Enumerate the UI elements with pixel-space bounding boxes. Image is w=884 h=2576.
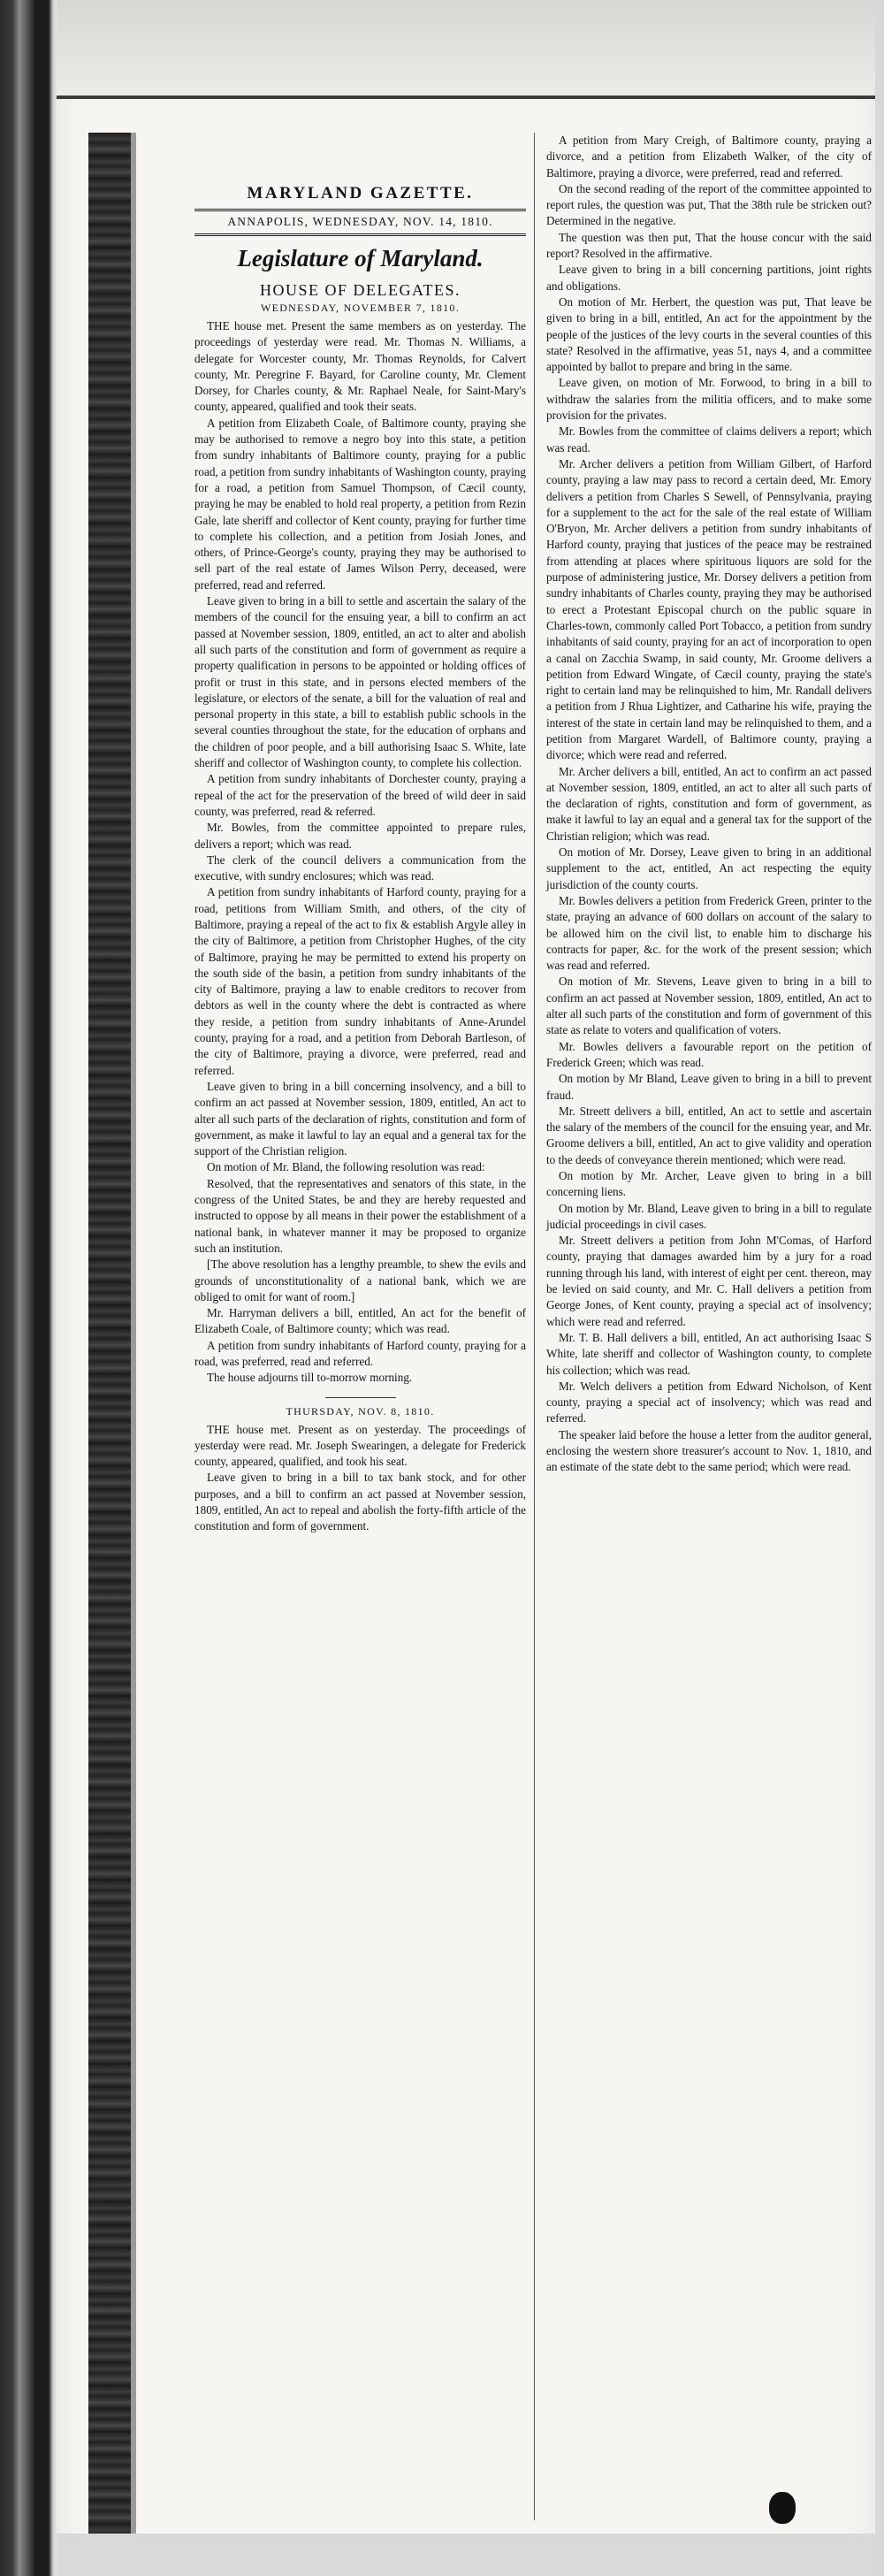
day-heading-2: THURSDAY, NOV. 8, 1810.	[286, 1404, 435, 1418]
column-right	[546, 133, 872, 1476]
masthead: MARYLAND GAZETTE.	[247, 184, 474, 203]
paragraph: Mr. Harryman delivers a bill, entitled, An act for the benefit of Elizabeth Coale, of Baltimore county; which was read.	[194, 1306, 526, 1336]
paragraph: Mr. Bowles delivers a favourable report on the petition of Frederick Green; which was read.	[546, 1039, 872, 1069]
paragraph: Mr. Streett delivers a petition from John M'Comas, of Harford county, praying that damages awarded him by a jury for a road running through his land, with interest of eight per cent. thereon, may be levied on said county, and Mr. C. Hall delivers a petition from George Jones, of Kent county, praying a special act of insolvency; which were read and referred.	[546, 1234, 872, 1328]
paragraph: On motion by Mr. Archer, Leave given to bring in a bill concerning liens.	[546, 1169, 872, 1199]
paragraph: [The above resolution has a lengthy preamble, to shew the evils and grounds of unconstitutionality of a national bank, which we are obliged to omit for want of room.]	[194, 1257, 526, 1303]
paragraph: The question was then put, That the house concur with the said report? Resolved in the affirmative.	[546, 230, 872, 261]
paragraph: Leave given to bring in a bill concerning insolvency, and a bill to confirm an act passed at November session, 1809, entitled, An act to alter all such parts of the declaration of rights, constitution and form of government, as make it lawful to lay an equal and a general tax for the support of the Christian religion.	[194, 1079, 526, 1158]
bottom-edge	[57, 2534, 875, 2576]
paragraph: Leave given to bring in a bill to settle and ascertain the salary of the members of the council for the ensuing year, a bill to confirm an act passed at November session, 1809, entitled, an act to alter and abolish all such parts of the constitution and form of government as require a property qualification in persons to be appointed or holding offices of profit or trust in this state, and in persons elected members of the legislature, or electors of the senate, a bill for the valuation of real and personal property in this state, a bill to establish public schools in the several counties throughout the state, for the education of orphans and the children of poor people, and a bill authorising Isaac S. White, late sheriff and collector of Washington county, to complete his collection.	[194, 594, 526, 770]
paragraph: The clerk of the council delivers a communication from the executive, with sundry enclosures; which was read.	[194, 852, 526, 883]
paragraph: Mr. Bowles, from the committee appointed to prepare rules, delivers a report; which was read.	[194, 821, 526, 851]
paragraph: On motion of Mr. Herbert, the question was put, That leave be given to bring in a bill, entitled, An act for the appointment by the people of the justices of the levy courts in the several counties of this state? Resolved in the affirmative, yeas 51, nays 4, and a committee appointed by ballot to prepare and bring in the same.	[546, 294, 872, 374]
paragraph: Mr. Archer delivers a bill, entitled, An act to confirm an act passed at November session, 1809, entitled, an act to alter all such parts of the declaration of rights, constitution and form of government, as make it lawful to lay an equal and a general tax for the support of the Christian religion; which was read.	[546, 764, 872, 843]
column-left-body	[194, 318, 526, 1387]
column-right-body	[546, 133, 872, 1476]
paragraph: On motion by Mr Bland, Leave given to bring in a bill to prevent fraud.	[546, 1072, 872, 1102]
paragraph: Mr. Archer delivers a petition from William Gilbert, of Harford county, praying a law may pass to record a certain deed, Mr. Emory delivers a petition from Charles S Sewell, of Pennsylvania, praying for a supplement to the act for the sale of the real estate of William O'Bryon, Mr. Archer delivers a petition from sundry inhabitants of Harford county, praying that justices of the peace may be restrained from attending at places where spirituous liquors are sold for the purpose of administering justice, Mr. Dorsey delivers a petition from sundry inhabitants of Charles county, praying they may be authorised to erect a Protestant Episcopal church on the public square in Charles-town, commonly called Port Tobacco, a petition from sundry inhabitants of said county, praying for an act of incorporation to open a canal on Zacchia Swamp, in said county, Mr. Groome delivers a petition from Edward Wingate, of Cæcil county, praying the state's right to certain land may be relinquished to him, Mr. Randall delivers a petition from J Rhua Lightizer, and Catharine his wife, praying the interest of the state in certain land may be relinquished to them, and a petition from Margaret Wardell, of Baltimore county, praying a divorce; which were read and referred.	[546, 456, 872, 762]
column-left	[194, 131, 526, 1535]
day-heading-1: WEDNESDAY, NOVEMBER 7, 1810.	[260, 302, 461, 314]
day-separator-rule	[325, 1397, 396, 1398]
binding-fold	[88, 133, 131, 2538]
paragraph: Mr. Streett delivers a bill, entitled, An act to settle and ascertain the salary of the members of the council for the ensuing year, and Mr. Groome delivers a bill, entitled, An act to give validity and operation to the deeds of conveyance therein mentioned; which were read.	[546, 1104, 872, 1166]
paragraph: A petition from sundry inhabitants of Harford county, praying for a road, petitions from William Smith, and others, of the city of Baltimore, praying a repeal of the act to fix & establish Argyle alley in the city of Baltimore, a petition from Christopher Hughes, of the city of Baltimore, praying he may be permitted to extend his property on the south side of the basin, a petition from sundry inhabitants of the city of Baltimore, praying a law to enable creditors to recover from debtors as well in the county where the debt is contracted as where they reside, a petition from sundry inhabitants of Anne-Arundel county, praying for a road, and a petition from Deborah Bartleson, of the city of Baltimore, praying a divorce, were preferred, read and referred.	[194, 885, 526, 1077]
paragraph: A petition from sundry inhabitants of Dorchester county, praying a repeal of the act for the preservation of the breed of wild deer in said county, was preferred, read & referred.	[194, 772, 526, 818]
paragraph: THE house met. Present the same members as on yesterday. The proceedings of yesterday were read. Mr. Thomas N. Williams, a delegate for Worcester county, Mr. Thomas Reynolds, for Calvert county, Mr. Peregrine F. Bayard, for Caroline county, Mr. Clement Dorsey, for Charles county, & Mr. Raphael Neale, for Saint-Mary's county, appeared, qualified and took their seats.	[194, 319, 526, 414]
paragraph: Mr. Bowles delivers a petition from Frederick Green, printer to the state, praying an advance of 600 dollars on account of the salary to be allowed him on the civil list, to enable him to discharge his contracts for paper, &c. for the work of the present session; which was read and referred.	[546, 893, 872, 973]
paragraph: On motion of Mr. Bland, the following resolution was read:	[207, 1160, 485, 1174]
paragraph: THE house met. Present as on yesterday. The proceedings of yesterday were read. Mr. Joseph Swearingen, a delegate for Frederick county, appeared, qualified, and took his seat.	[194, 1422, 526, 1469]
house-heading: HOUSE OF DELEGATES.	[259, 281, 461, 299]
paragraph: On motion by Mr. Bland, Leave given to bring in a bill to regulate judicial proceedings in civil cases.	[546, 1201, 872, 1231]
top-margin	[57, 0, 875, 97]
dateline-rule	[194, 233, 526, 236]
paragraph: On the second reading of the report of the committee appointed to report rules, the question was put, That the 38th rule be stricken out? Determined in the negative.	[546, 181, 872, 228]
top-edge-rule	[57, 96, 875, 99]
paragraph: Mr. Welch delivers a petition from Edward Nicholson, of Kent county, praying a special act of insolvency; which was read and referred.	[546, 1379, 872, 1426]
paragraph: The speaker laid before the house a letter from the auditor general, enclosing the western shore treasurer's account to Nov. 1, 1810, and an estimate of the state debt to the same period; which were read.	[546, 1427, 872, 1474]
paragraph: Mr. T. B. Hall delivers a bill, entitled, An act authorising Isaac S White, late sheriff and collector of Washington county, to complete his collection; which was read.	[546, 1330, 872, 1377]
paragraph: Resolved, that the representatives and senators of this state, in the congress of the United States, be and they are hereby requested and instructed to oppose by all means in their power the establishment of a national bank, in whatever manner it may be proposed to organize such an institution.	[194, 1176, 526, 1255]
paragraph: Leave given, on motion of Mr. Forwood, to bring in a bill to withdraw the salaries from the militia officers, and to make some provision for the privates.	[546, 376, 872, 423]
masthead-rule	[194, 209, 526, 211]
column-left-body-2	[194, 1422, 526, 1535]
paragraph: Leave given to bring in a bill concerning partitions, joint rights and obligations.	[546, 263, 872, 293]
paragraph: The house adjourns till to-morrow morning.	[207, 1371, 413, 1385]
right-edge	[875, 0, 884, 2576]
paragraph: A petition from Elizabeth Coale, of Baltimore county, praying she may be authorised to remove a negro boy into this state, a petition from sundry inhabitants of Baltimore county, praying for a public road, a petition from sundry inhabitants of Washington county, praying for a road, a petition from Samuel Thompson, of Cæcil county, praying he may be enabled to hold real property, a petition from Rezin Gale, late sheriff and collector of Kent county, praying for further time to complete his collection, and a petition from Josiah Jones, and others, of Prince-George's county, praying they may be authorised to sell part of the real estate of James Wilson Perry, deceased, were preferred, read and referred.	[194, 416, 526, 592]
column-rule	[534, 133, 535, 2520]
paragraph: Leave given to bring in a bill to tax bank stock, and for other purposes, and a bill to confirm an act passed at November session, 1809, entitled, An act to repeal and abolish the forty-fifth article of the constitution and form of government.	[194, 1471, 526, 1533]
ink-blot	[769, 2492, 796, 2524]
paragraph: Mr. Bowles from the committee of claims delivers a report; which was read.	[546, 424, 872, 455]
paragraph: On motion of Mr. Stevens, Leave given to bring in a bill to confirm an act passed at November session, 1809, entitled, An act to alter all such parts of the constitution and form of government of this state as relate to voters and qualification of voters.	[546, 975, 872, 1037]
section-title: Legislature of Maryland.	[237, 245, 484, 271]
paragraph: A petition from sundry inhabitants of Harford county, praying for a road, was preferred, read and referred.	[194, 1338, 526, 1368]
paragraph: On motion of Mr. Dorsey, Leave given to bring in an additional supplement to the act, entitled, An act respecting the equity jurisdiction of the county courts.	[546, 845, 872, 891]
dateline: ANNAPOLIS, WEDNESDAY, NOV. 14, 1810.	[227, 215, 493, 228]
paragraph: A petition from Mary Creigh, of Baltimore county, praying a divorce, and a petition from Elizabeth Walker, of the city of Baltimore, praying a divorce, were preferred, read and referred.	[546, 134, 872, 180]
